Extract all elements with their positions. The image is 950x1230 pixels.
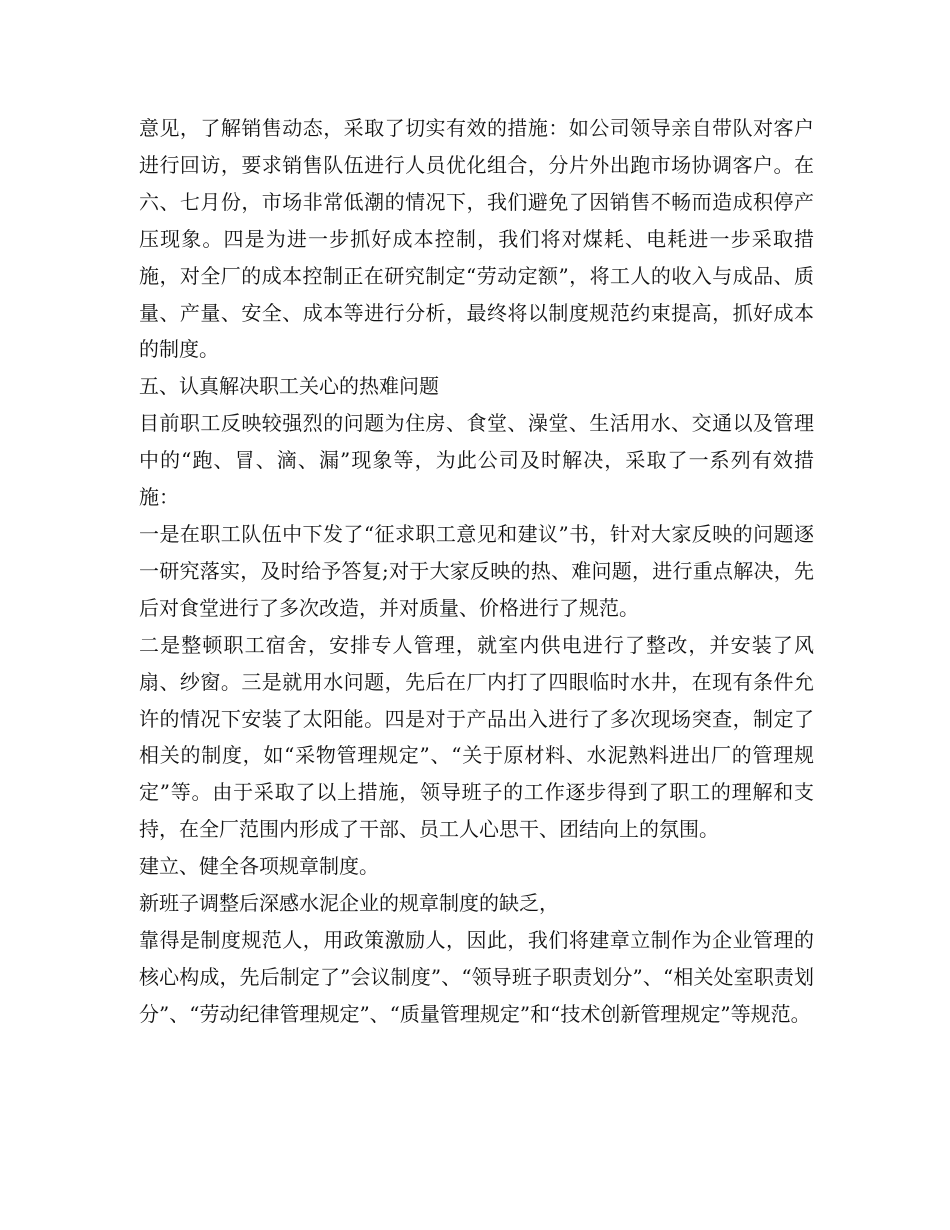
paragraph-worker-concerns: 目前职工反映较强烈的问题为住房、食堂、澡堂、生活用水、交通以及管理中的“跑、冒、滴、漏”现象等，为此公司及时解决，采取了一系列有效措施： [139,411,814,510]
document-body [139,110,814,1033]
section-heading-regulations: 建立、健全各项规章制度。 [139,854,379,879]
section-heading-five: 五、认真解决职工关心的热难问题 [139,374,439,399]
paragraph-sales-and-cost-control: 意见，了解销售动态，采取了切实有效的措施：如公司领导亲自带队对客户进行回访，要求销售队伍进行人员优化组合，分片外出跑市场协调客户。在六、七月份，市场非常低潮的情况下，我们避免了因销售不畅而造成积停产压现象。四是为进一步抓好成本控制，我们将对煤耗、电耗进一步采取措施，对全厂的成本控制正在研究制定“劳动定额”，将工人的收入与成品、质量、产量、安全、成本等进行分析，最终将以制度规范约束提高，抓好成本的制度。 [139,116,814,362]
paragraph-measure-one: 一是在职工队伍中下发了“征求职工意见和建议”书，针对大家反映的问题逐一研究落实，及时给予答复;对于大家反映的热、难问题，进行重点解决，先后对食堂进行了多次改造，并对质量、价格进行了规范。 [139,521,814,620]
paragraph-measure-two-to-four: 二是整顿职工宿舍，安排专人管理，就室内供电进行了整改，并安装了风扇、纱窗。三是就用水问题，先后在厂内打了四眼临时水井，在现有条件允许的情况下安装了太阳能。四是对于产品出入进行了多次现场突查，制定了相关的制度，如“采物管理规定”、“关于原材料、水泥熟料进出厂的管理规定”等。由于采取了以上措施，领导班子的工作逐步得到了职工的理解和支持，在全厂范围内形成了干部、员工人心思干、团结向上的氛围。 [139,632,814,842]
paragraph-regulations-lacking: 新班子调整后深感水泥企业的规章制度的缺乏， [139,891,559,916]
paragraph-regulations-established: 靠得是制度规范人，用政策激励人，因此，我们将建章立制作为企业管理的核心构成，先后制定了”会议制度”、“领导班子职责划分”、“相关处室职责划分”、“劳动纪律管理规定”、“质量管理规定”和“技术创新管理规定”等规范。 [139,927,814,1026]
